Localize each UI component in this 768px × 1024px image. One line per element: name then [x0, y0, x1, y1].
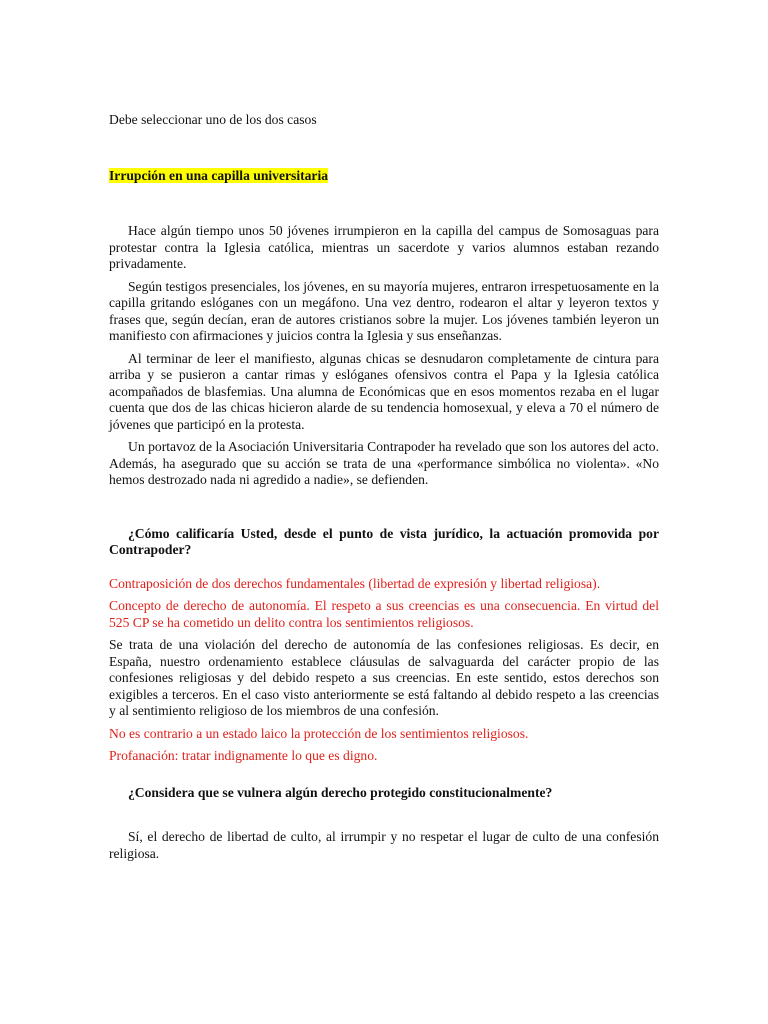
answer-1-item-1: Contraposición de dos derechos fundamentales (libertad de expresión y libertad religiosa).	[109, 575, 601, 591]
question-1: ¿Cómo calificaría Usted, desde el punto de vista jurídico, la actuación promovida por Contrapoder?	[109, 525, 659, 557]
case-paragraph-1: Hace algún tiempo unos 50 jóvenes irrumpieron en la capilla del campus de Somosaguas para protestar contra la Iglesia católica, mientras un sacerdote y varios alumnos estaban rezando privadamente.	[109, 223, 659, 271]
answer-1-item-3: Se trata de una violación del derecho de autonomía de las confesiones religiosas. Es decir, en España, nuestro ordenamiento establece cláusulas de salvaguarda del carácter propio de las confesiones religiosas y del debido respeto a sus creencias. En este sentido, estos derechos son exigibles a terceros. En el caso visto anteriormente se está faltando al debido respeto a las creencias y al sentimiento religioso de los miembros de una confesión.	[109, 637, 659, 718]
answer-1-item-2: Concepto de derecho de autonomía. El respeto a sus creencias es una consecuencia. En virtud del 525 CP se ha cometido un delito contra los sentimientos religiosos.	[109, 598, 659, 630]
document-content	[109, 112, 659, 862]
case-paragraph-2: Según testigos presenciales, los jóvenes, en su mayoría mujeres, entraron irrespetuosamente en la capilla gritando eslóganes con un megáfono. Una vez dentro, rodearon el altar y leyeron textos y frases que, según decían, eran de autores cristianos sobre la mujer. Los jóvenes también leyeron un manifiesto con afirmaciones y juicios contra la Iglesia y sus enseñanzas.	[109, 278, 659, 343]
answer-1-item-5: Profanación: tratar indignamente lo que es digno.	[109, 748, 378, 763]
instruction-text: Debe seleccionar uno de los dos casos	[109, 112, 317, 127]
answer-1-item-4: No es contrario a un estado laico la protección de los sentimientos religiosos.	[109, 725, 529, 741]
case-paragraph-4: Un portavoz de la Asociación Universitaria Contrapoder ha revelado que son los autores del acto. Además, ha asegurado que su acción se trata de una «performance simbólica no violenta». «No hemos destrozado nada ni agredido a nadie», se defienden.	[109, 439, 659, 487]
case-paragraph-3: Al terminar de leer el manifiesto, algunas chicas se desnudaron completamente de cintura para arriba y se pusieron a cantar rimas y eslóganes ofensivos contra el Papa y la Iglesia católica acompañados de blasfemias. Una alumna de Económicas que en esos momentos rezaba en el lugar cuenta que dos de las chicas hicieron alarde de su tendencia homosexual, y eleva a 70 el número de jóvenes que participó en la protesta.	[109, 350, 659, 432]
case-title	[109, 168, 659, 185]
question-2: ¿Considera que se vulnera algún derecho protegido constitucionalmente?	[128, 784, 553, 800]
case-title-highlight: Irrupción en una capilla universitaria	[109, 167, 329, 183]
answer-2: Sí, el derecho de libertad de culto, al irrumpir y no respetar el lugar de culto de una confesión religiosa.	[109, 829, 659, 861]
